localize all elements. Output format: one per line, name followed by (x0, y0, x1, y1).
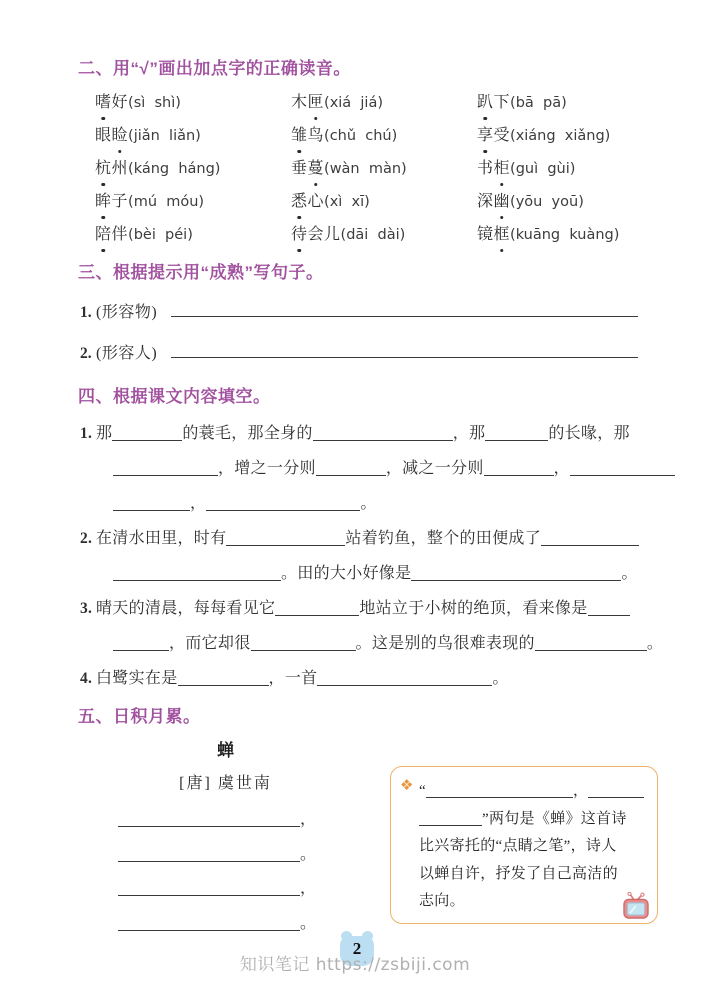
character: 心 (307, 193, 325, 210)
pinyin-options[interactable]: (xiáng xiǎng) (510, 128, 611, 144)
pinyin-options[interactable]: (jiǎn liǎn) (128, 128, 201, 144)
dotted-character: 杭 (95, 158, 112, 180)
word-item (95, 158, 291, 180)
dotted-character: 幽 (494, 191, 511, 213)
answer-blank[interactable] (275, 602, 359, 616)
character: 伴 (111, 226, 129, 243)
dotted-character: 趴 (477, 92, 494, 114)
pinyin-options[interactable]: (dāi dài) (340, 227, 406, 243)
answer-blank[interactable] (113, 567, 281, 581)
answer-blank[interactable] (316, 462, 386, 476)
item-number: 1. (80, 304, 92, 321)
hint-line: 志向。 (419, 893, 465, 909)
pinyin-options[interactable]: (kuāng kuàng) (510, 227, 620, 243)
answer-blank[interactable] (226, 532, 345, 546)
word-item (95, 125, 291, 147)
question-line: ， 。 (80, 486, 640, 521)
answer-blank[interactable] (113, 497, 190, 511)
section-accumulation (78, 706, 640, 941)
section2-title: 二、用“√”画出加点字的正确读音。 (78, 59, 351, 78)
character: 州 (111, 160, 129, 177)
hint-line: 以蝉自许，抒发了自己高洁的 (419, 865, 618, 882)
hint-line: 比兴寄托的“点睛之笔”，诗人 (419, 838, 617, 854)
character: 好 (111, 94, 129, 111)
character: 鸟 (307, 127, 325, 144)
pinyin-options[interactable]: (yōu yoū) (510, 194, 584, 210)
dotted-character: 睑 (112, 125, 129, 147)
answer-blank[interactable] (535, 637, 647, 651)
hint-box-lines (419, 778, 647, 916)
fill-blank-item (80, 416, 640, 521)
pinyin-options[interactable]: (xiá jiá) (324, 95, 384, 111)
answer-blank[interactable] (113, 462, 218, 476)
word-item (95, 224, 291, 246)
fill-blank-item (80, 591, 664, 661)
dotted-character: 享 (477, 125, 494, 147)
sentence-item (80, 342, 640, 366)
pinyin-options[interactable]: (káng háng) (128, 161, 221, 177)
poem-blank-line: ， (118, 872, 333, 907)
answer-blank[interactable] (588, 784, 644, 798)
diamond-bullet-icon: ❖ (400, 776, 414, 794)
answer-blank[interactable] (112, 427, 182, 441)
answer-blank[interactable] (118, 882, 300, 896)
pinyin-options[interactable]: (mú móu) (128, 194, 205, 210)
section-fill-blanks (78, 386, 664, 696)
answer-blank[interactable] (178, 672, 269, 686)
word-grid (95, 92, 640, 246)
poem-lines (118, 803, 333, 941)
question-line: 4. 白鹭实在是 ，一首 。 (80, 661, 640, 696)
answer-blank[interactable] (118, 917, 300, 931)
pinyin-options[interactable]: (wàn màn) (324, 161, 407, 177)
word-item (291, 125, 477, 147)
answer-blank[interactable] (484, 462, 554, 476)
pinyin-options[interactable]: (guì gùi) (510, 161, 576, 177)
answer-blank[interactable] (118, 813, 300, 827)
question-line: 。田的大小好像是 。 (80, 556, 640, 591)
section-pronunciation (78, 58, 640, 246)
item-number: 1. (80, 425, 93, 442)
character: 镜 (477, 226, 494, 243)
section-sentence-writing (78, 262, 640, 366)
section4-title: 四、根据课文内容填空。 (78, 387, 271, 406)
item-label: (形容物) (96, 304, 158, 321)
word-item (477, 224, 640, 246)
answer-blank[interactable] (251, 637, 356, 651)
poem-title: 蝉 (217, 741, 234, 760)
dotted-character: 柜 (494, 158, 511, 180)
tv-icon (622, 892, 652, 920)
word-item (95, 191, 291, 213)
character: 垂 (291, 160, 308, 177)
section5-title: 五、日积月累。 (78, 707, 201, 726)
section5-content (78, 728, 658, 941)
site-link[interactable]: 知识笔记 https://zsbiji.com (239, 955, 471, 975)
answer-blank[interactable] (426, 784, 573, 798)
dotted-character: 待 (291, 224, 308, 246)
character: 儿 (324, 226, 341, 243)
word-item (291, 224, 477, 246)
answer-blank[interactable] (485, 427, 548, 441)
item-number: 3. (80, 600, 93, 617)
character: 下 (493, 94, 511, 111)
section3-title: 三、根据提示用“成熟”写句子。 (78, 263, 324, 282)
item-label: (形容人) (96, 345, 158, 362)
poem-blank-line: 。 (118, 838, 333, 873)
hint-line: ”两句是《蝉》这首诗 (419, 806, 647, 834)
sentence-item (80, 301, 640, 325)
dotted-character: 眸 (95, 191, 112, 213)
answer-blank[interactable] (317, 672, 492, 686)
answer-blank[interactable] (541, 532, 639, 546)
question-line: ，增之一分则 ，减之一分则 ， (80, 451, 640, 486)
answer-blank[interactable] (313, 427, 453, 441)
hint-line: “ ， (419, 778, 647, 806)
word-item (477, 191, 640, 213)
word-item (477, 158, 640, 180)
pinyin-options[interactable]: (sì shì) (128, 95, 181, 111)
page-footer (0, 939, 710, 975)
poem-author: [唐] 虞世南 (179, 775, 272, 792)
word-item (477, 92, 640, 114)
pinyin-options[interactable]: (bèi péi) (128, 227, 193, 243)
answer-blank[interactable] (113, 637, 169, 651)
dotted-character: 嗜 (95, 92, 112, 114)
word-item (95, 92, 291, 114)
question-line: 2. 在清水田里，时有 站着钓鱼，整个的田便成了 (80, 521, 640, 556)
dotted-character: 陪 (95, 224, 112, 246)
page-number: 2 (352, 939, 362, 958)
question-line: 3. 晴天的清晨，每每看见它 地站立于小树的绝顶，看来像是 (80, 591, 640, 626)
dotted-character: 蔓 (308, 158, 325, 180)
poem-block (118, 728, 333, 941)
answer-blank[interactable] (570, 462, 675, 476)
character: 木 (291, 94, 308, 111)
poem-blank-line: ， (118, 803, 333, 838)
answer-blank[interactable] (206, 497, 360, 511)
character: 受 (493, 127, 511, 144)
fill-blank-item (80, 661, 640, 696)
word-item (291, 158, 477, 180)
answer-blank[interactable] (171, 303, 638, 317)
answer-blank[interactable] (588, 602, 630, 616)
answer-blank[interactable] (411, 567, 621, 581)
character: 眼 (95, 127, 112, 144)
dotted-character: 雏 (291, 125, 308, 147)
character: 子 (111, 193, 129, 210)
fill-blank-item (80, 521, 640, 591)
character: 会 (307, 226, 325, 243)
pinyin-options[interactable]: (bā pā) (510, 95, 567, 111)
section4-items (78, 416, 664, 696)
hint-box (390, 766, 658, 924)
item-number: 4. (80, 670, 93, 687)
pinyin-options[interactable]: (xì xī) (324, 194, 370, 210)
character: 深 (477, 193, 494, 210)
question-line: 1. 那 的蓑毛，那全身的 ，那 的长喙，那 (80, 416, 640, 451)
character: 书 (477, 160, 494, 177)
dotted-character: 匣 (308, 92, 325, 114)
question-line: ，而它却很 。这是别的鸟很难表现的 。 (80, 626, 640, 661)
word-item (291, 191, 477, 213)
word-item (291, 92, 477, 114)
answer-blank[interactable] (419, 812, 482, 826)
section3-items (78, 301, 640, 366)
dotted-character: 悉 (291, 191, 308, 213)
pinyin-options[interactable]: (chǔ chú) (324, 128, 398, 144)
answer-blank[interactable] (118, 848, 300, 862)
word-item (477, 125, 640, 147)
item-number: 2. (80, 345, 92, 362)
item-number: 2. (80, 530, 93, 547)
poem-blank-line: 。 (118, 907, 333, 942)
dotted-character: 框 (494, 224, 511, 246)
answer-blank[interactable] (171, 344, 638, 358)
